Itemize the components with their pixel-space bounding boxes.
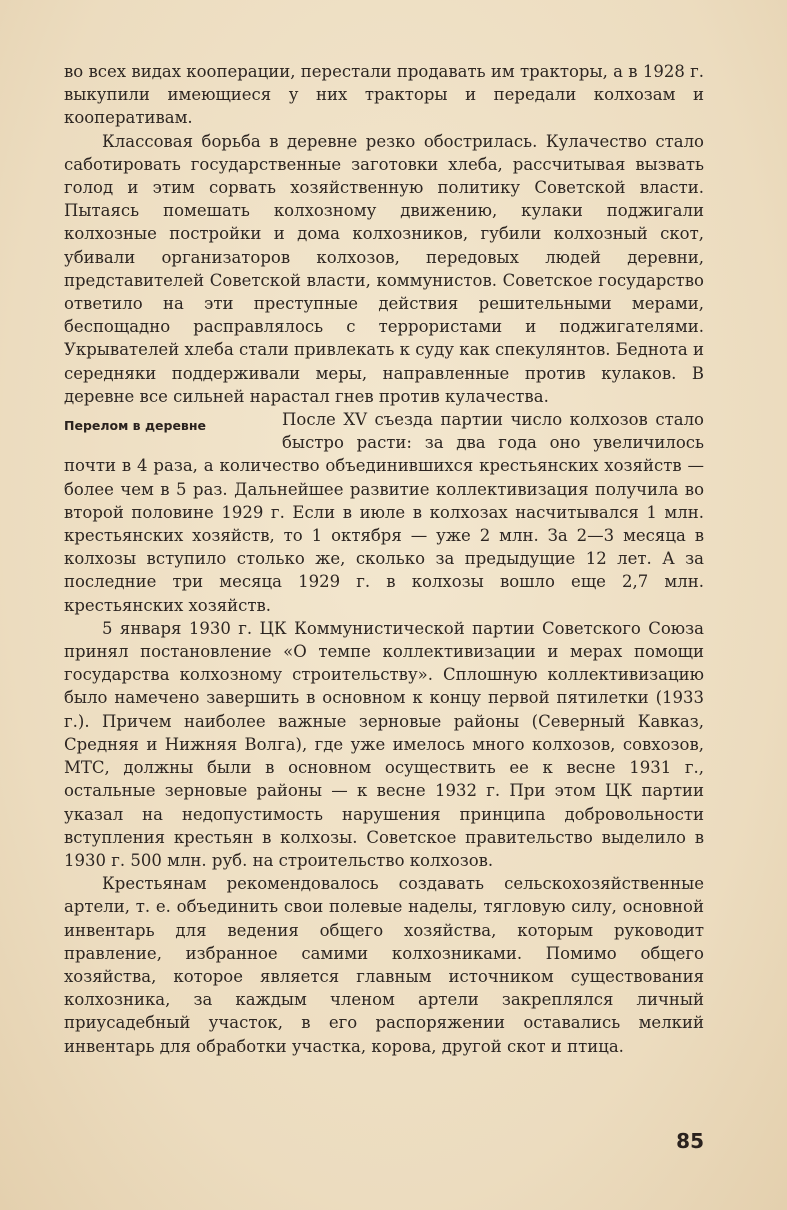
book-page [64, 60, 704, 1190]
paragraph-resolution-1930: 5 января 1930 г. ЦК Коммунистической партии Советского Союза принял постановление «О темпе коллективизации и мерах помощи государства колхозному строительству». Сплошную коллективизацию было намечено завершить в основном к концу первой пятилетки (1933 г.). Причем наиболее важные зерновые районы (Северный Кавказ, Средняя и Нижняя Волга), где уже имелось много колхозов, совхозов, МТС, должны были в основном осуществить ее к весне 1931 г., остальные зерновые районы — к весне 1932 г. При этом ЦК партии указал на недопустимость нарушения принципа добровольности вступления крестьян в колхозы. Советское правительство выделило в 1930 г. 500 млн. руб. на строительство колхозов. [64, 618, 704, 870]
paragraph-collective-growth: После XV съезда партии число колхозов стало быстро расти: за два года оно увеличилось почти в 4 раза, а количество объединившихся крестьянских хозяйств — более чем в 5 раз. Дальнейшее развитие коллективизация получила во второй половине 1929 г. Если в июле в колхозах насчитывался 1 млн. крестьянских хозяйств, то 1 октября — уже 2 млн. За 2—3 месяца в колхозы вступило столько же, сколько за предыдущие 12 лет. А за последние три месяца 1929 г. в колхозы вошло еще 2,7 млн. крестьянских хозяйств. [64, 410, 704, 615]
paragraph-artels: Крестьянам рекомендовалось создавать сельскохозяйственные артели, т. е. объединить свои полевые наделы, тягловую силу, основной инвентарь для ведения общего хозяйства, которым руководит правление, избранное самими колхозниками. Помимо общего хозяйства, которое является главным источником существования колхозника, за каждым членом артели закреплялся личный приусадебный участок, в его распоряжении оставались мелкий инвентарь для обработки участка, корова, другой скот и птица. [64, 874, 704, 1056]
section-turning-point [64, 408, 704, 617]
paragraph-continued: во всех видах кооперации, перестали продавать им тракторы, а в 1928 г. выкупили имеющиеся у них тракторы и передали колхозам и кооперативам. [64, 62, 704, 128]
paragraph-class-struggle: Классовая борьба в деревне резко обострилась. Кулачество стало саботировать государственные заготовки хлеба, рассчитывая вызвать голод и этим сорвать хозяйственную политику Советской власти. Пытаясь помешать колхозному движению, кулаки поджигали колхозные постройки и дома колхозников, губили колхозный скот, убивали организаторов колхозов, передовых людей деревни, представителей Советской власти, коммунистов. Советское государство ответило на эти преступные действия решительными мерами, беспощадно расправлялось с террористами и поджигателями. Укрывателей хлеба стали привлекать к суду как спекулянтов. Беднота и середняки поддерживали меры, направленные против кулаков. В деревне все сильней нарастал гнев против кулачества. [64, 131, 704, 406]
page-number: 85 [676, 1129, 704, 1153]
section-heading: Перелом в деревне [64, 418, 206, 434]
